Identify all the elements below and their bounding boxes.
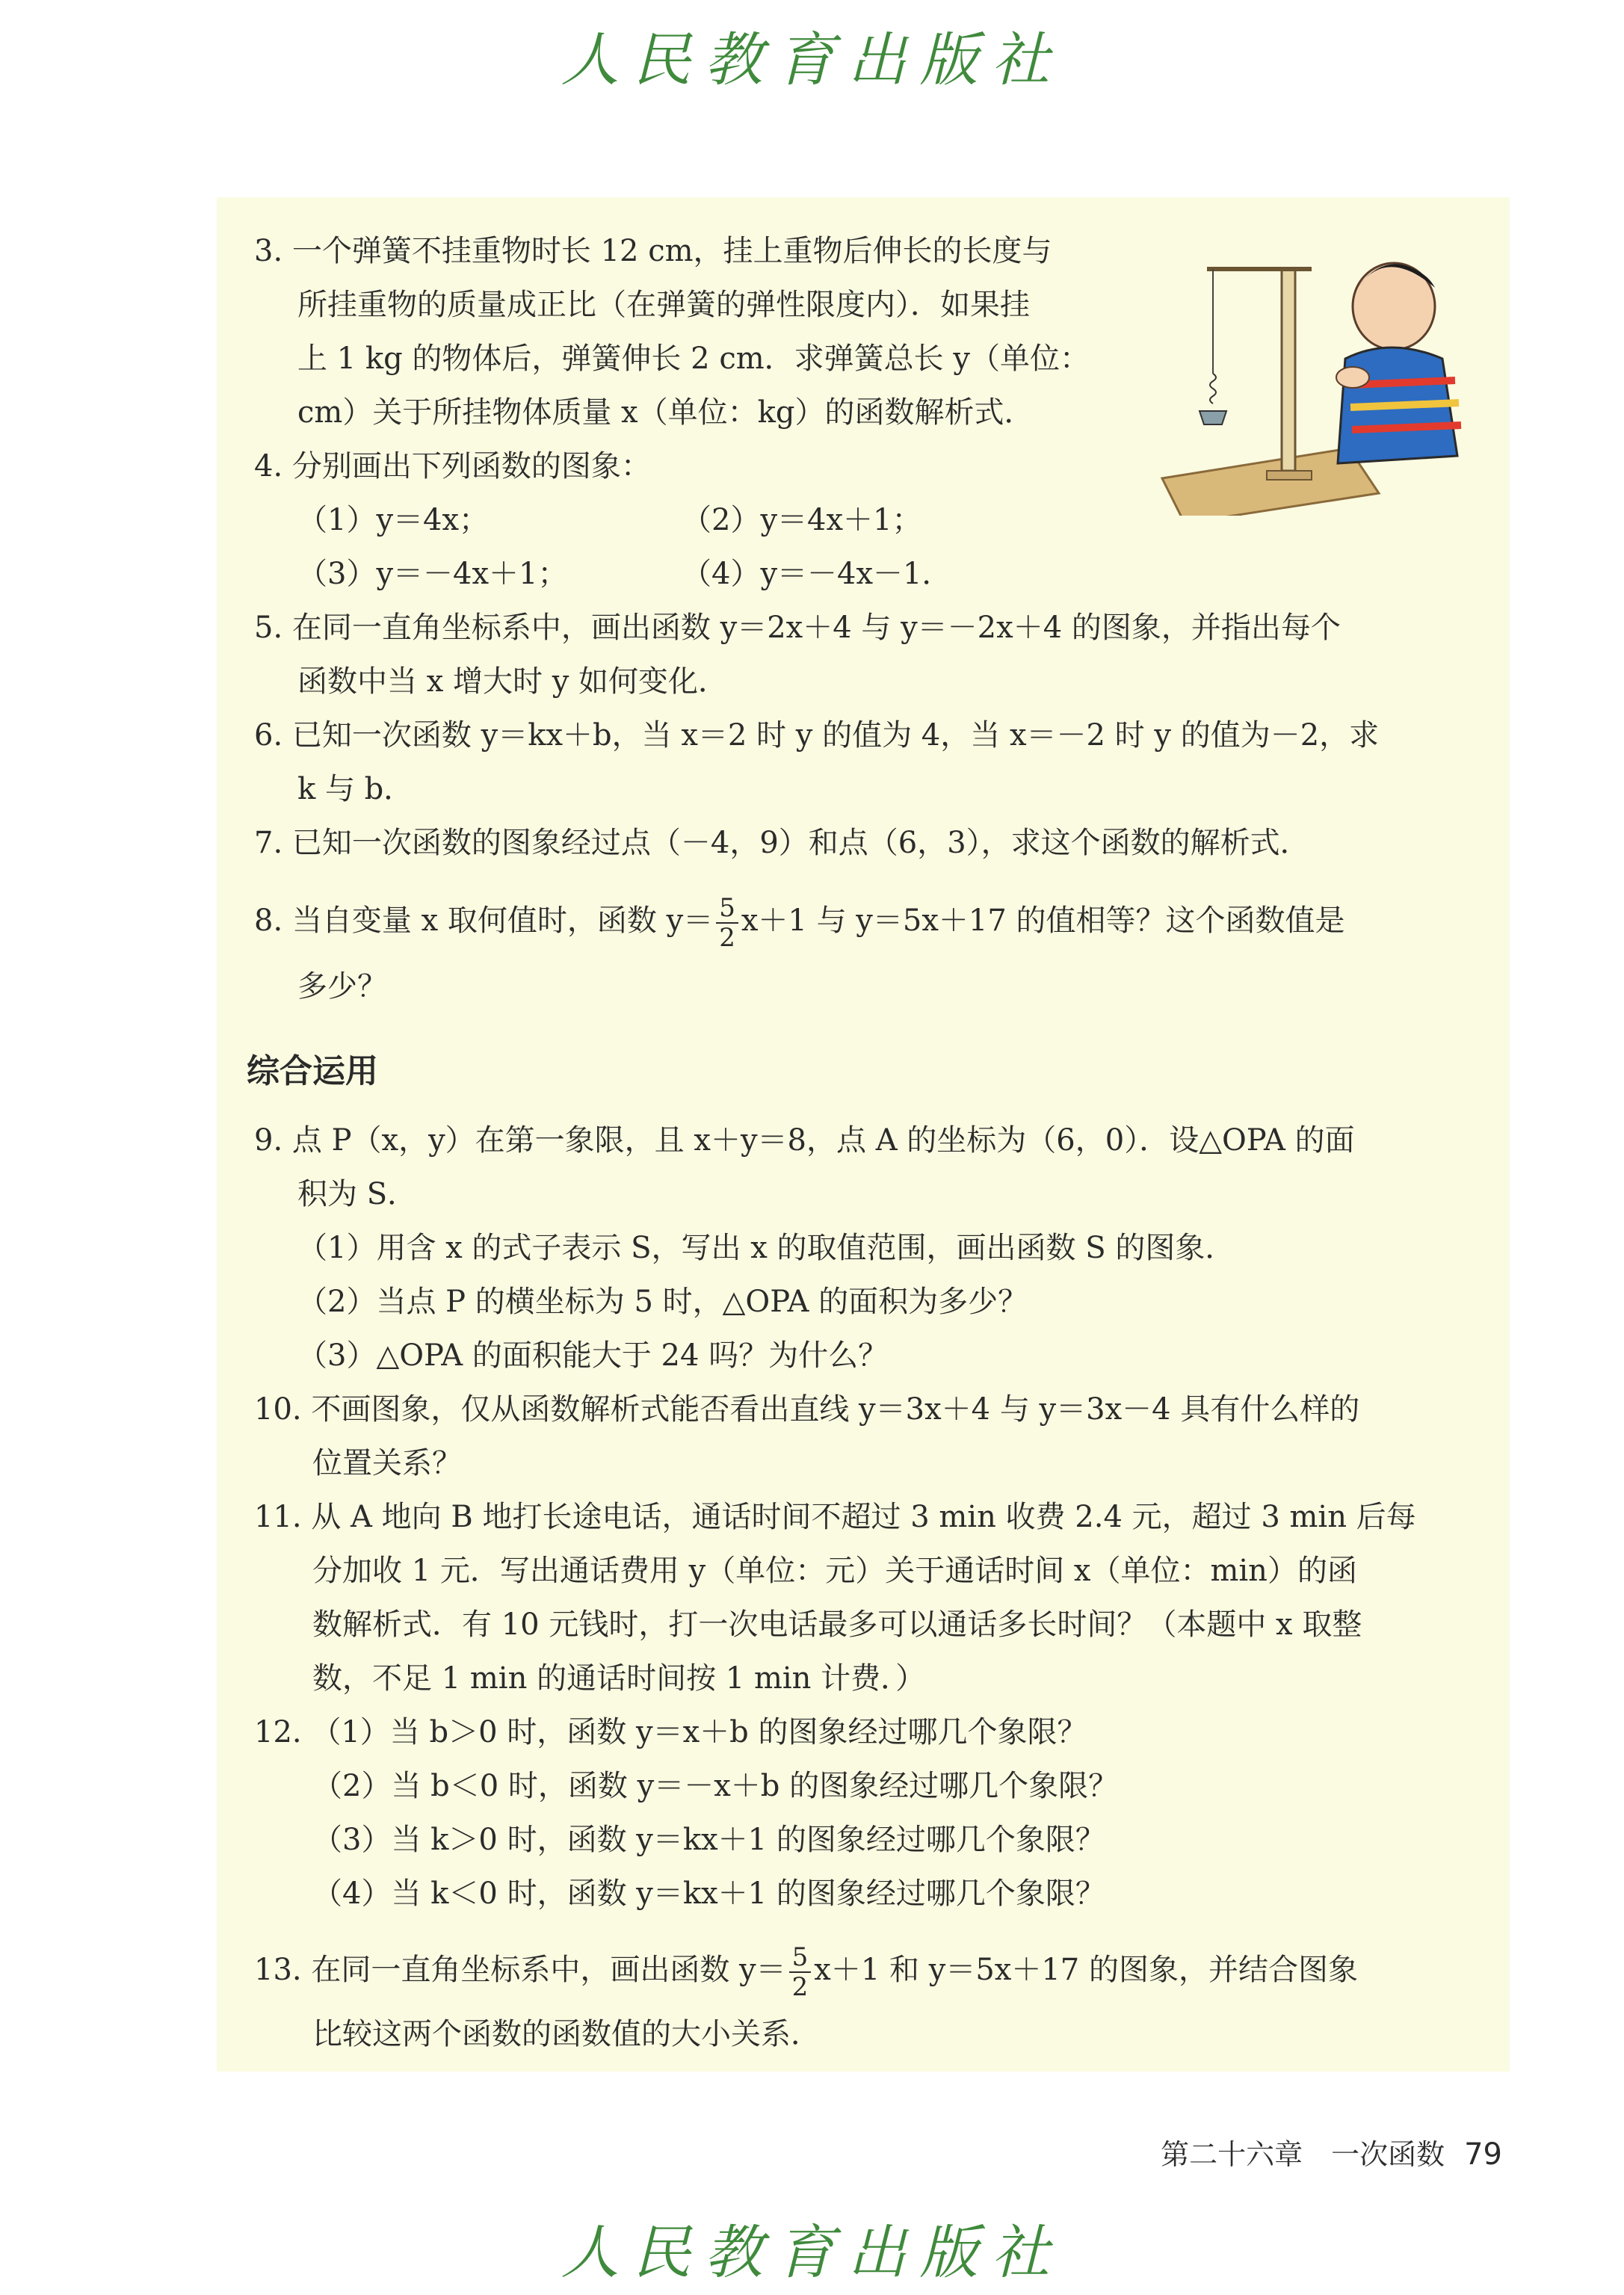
section-title-comprehensive: 综合运用 [247, 1052, 378, 1090]
problem-8-line-1: 8. 当自变量 x 取何值时，函数 y＝ $\frac{5}{2}$ x＋1 与 y＝5x＋17 的值相等？这个函数值是 [254, 893, 1345, 953]
problem-9-line-1: 9. 点 P（x，y）在第一象限，且 x＋y＝8，点 A 的坐标为（6，0）．设△OPA 的面 [254, 1123, 1355, 1158]
publisher-watermark-bottom: 人民教育出版社 [561, 2220, 1063, 2287]
problem-5-line-1: 5. 在同一直角坐标系中，画出函数 y＝2x＋4 与 y＝－2x＋4 的图象，并指出每个 [254, 611, 1341, 645]
problem-3-line-2: 所挂重物的质量成正比（在弹簧的弹性限度内）．如果挂 [297, 288, 1030, 322]
chapter-title: 第二十六章 一次函数 [1161, 2138, 1445, 2171]
problem-8-line-2: 多少？ [297, 969, 387, 1004]
page-number: 79 [1464, 2137, 1502, 2172]
problem-10-line-2: 位置关系？ [312, 1446, 462, 1480]
problem-11-line-3: 数解析式．有 10 元钱时，打一次电话最多可以通话多长时间？（本题中 x 取整 [312, 1607, 1362, 1642]
problem-4-line-1: 4. 分别画出下列函数的图象： [254, 449, 651, 484]
problem-13-line-2: 比较这两个函数的函数值的大小关系． [312, 2017, 821, 2051]
problem-12-item-1: 12. （1）当 b＞0 时，函数 y＝x＋b 的图象经过哪几个象限？ [254, 1715, 1087, 1749]
problem-12-item-3: （3）当 k＞0 时，函数 y＝kx＋1 的图象经过哪几个象限？ [312, 1823, 1105, 1857]
fraction-5-2: $\frac{5}{2}$ [789, 1943, 812, 2001]
publisher-watermark-top: 人民教育出版社 [561, 27, 1063, 94]
problem-4-item-2: （2）y＝4x＋1； [682, 503, 922, 537]
page-footer [1143, 2131, 1502, 2172]
problem-9-item-1: （1）用含 x 的式子表示 S，写出 x 的取值范围，画出函数 S 的图象． [297, 1231, 1235, 1265]
problem-4-item-1: （1）y＝4x； [297, 503, 490, 537]
problem-5-line-2: 函数中当 x 增大时 y 如何变化． [297, 664, 729, 699]
problem-7-line-1: 7. 已知一次函数的图象经过点（－4，9）和点（6，3），求这个函数的解析式． [254, 826, 1310, 860]
problem-6-line-1: 6. 已知一次函数 y＝kx＋b，当 x＝2 时 y 的值为 4，当 x＝－2 时 y 的值为－2，求 [254, 718, 1380, 753]
problem-12-item-2: （2）当 b＜0 时，函数 y＝－x＋b 的图象经过哪几个象限？ [312, 1769, 1119, 1803]
problem-3-line-3: 上 1 kg 的物体后，弹簧伸长 2 cm．求弹簧总长 y（单位： [297, 342, 1090, 376]
problem-3-line-1: 3. 一个弹簧不挂重物时长 12 cm，挂上重物后伸长的长度与 [254, 234, 1052, 268]
problem-4-item-3: （3）y＝－4x＋1； [297, 557, 568, 591]
problem-6-line-2: k 与 b． [297, 772, 414, 806]
problem-3-line-4: cm）关于所挂物体质量 x（单位：kg）的函数解析式． [297, 395, 1034, 430]
spring-experiment-illustration [1155, 224, 1476, 516]
problem-4-item-4: （4）y＝－4x－1． [682, 557, 952, 591]
fraction-5-2: $\frac{5}{2}$ [716, 894, 738, 952]
problem-11-line-4: 数，不足 1 min 的通话时间按 1 min 计费．） [312, 1661, 926, 1696]
problem-9-line-2: 积为 S． [297, 1177, 418, 1211]
problem-11-line-2: 分加收 1 元．写出通话费用 y（单位：元）关于通话时间 x（单位：min）的函 [312, 1554, 1357, 1588]
problem-9-item-2: （2）当点 P 的横坐标为 5 时，△OPA 的面积为多少？ [297, 1285, 1028, 1319]
problem-13-line-1: 13. 在同一直角坐标系中，画出函数 y＝ $\frac{5}{2}$ x＋1 和 y＝5x＋17 的图象，并结合图象 [254, 1942, 1358, 2002]
problem-10-line-1: 10. 不画图象，仅从函数解析式能否看出直线 y＝3x＋4 与 y＝3x－4 具有什么样的 [254, 1392, 1360, 1427]
problem-12-item-4: （4）当 k＜0 时，函数 y＝kx＋1 的图象经过哪几个象限？ [312, 1877, 1105, 1911]
problem-11-line-1: 11. 从 A 地向 B 地打长途电话，通话时间不超过 3 min 收费 2.4 元，超过 3 min 后每 [254, 1500, 1416, 1534]
problem-9-item-3: （3）△OPA 的面积能大于 24 吗？为什么？ [297, 1338, 889, 1373]
